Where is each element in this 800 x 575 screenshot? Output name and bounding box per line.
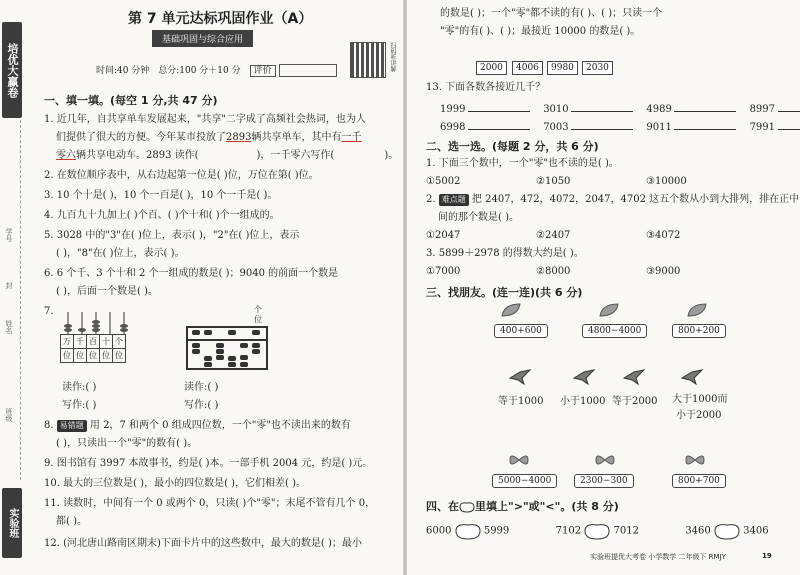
option[interactable]: ②2407 bbox=[536, 230, 571, 241]
q8-number: 8. bbox=[44, 420, 54, 431]
abacus-figure bbox=[186, 326, 268, 370]
question-1-line-3 bbox=[56, 148, 398, 164]
match-label: 大于1000而 bbox=[672, 394, 728, 405]
approx-value: 7991 bbox=[749, 122, 776, 133]
section-3-heading: 三、找朋友。(连一连)(共 6 分) bbox=[426, 286, 583, 299]
question-11-line-1: 11. 读数时，中间有一个 0 或两个 0，只读( )个"零"；末尾不管有几个 0， bbox=[44, 498, 376, 509]
error-prone-tag: 易错题 bbox=[57, 420, 87, 432]
expression-card[interactable]: 400+600 bbox=[494, 324, 548, 338]
bird-icon bbox=[572, 368, 596, 386]
eval-label: 评价 bbox=[250, 65, 276, 77]
side-field-name: 姓名 bbox=[5, 320, 13, 334]
q7-write-left: 写作:( ) bbox=[62, 400, 97, 411]
compare-right: 7012 bbox=[613, 525, 639, 537]
section-1-heading: 一、填一填。(每空 1 分,共 47 分) bbox=[44, 94, 218, 107]
place-suffix: 位 bbox=[87, 349, 100, 363]
q1-text-d: 零六 bbox=[56, 150, 76, 161]
page-gutter bbox=[403, 0, 407, 575]
compare-left: 7102 bbox=[555, 525, 582, 537]
q1-text-c: 一千 bbox=[341, 132, 362, 143]
q7-write-right: 写作:( ) bbox=[184, 400, 219, 411]
q1-text-g: )。 bbox=[384, 150, 399, 161]
number-card: 2000 bbox=[476, 61, 507, 75]
question-2: 2. 在数位顺序表中，从右边起第一位是( )位，万位在第( )位。 bbox=[44, 170, 319, 181]
approx-value: 8997 bbox=[749, 104, 776, 115]
q7-read-right: 读作:( ) bbox=[184, 382, 219, 393]
leaf-icon bbox=[500, 302, 522, 318]
option[interactable]: ②8000 bbox=[536, 266, 571, 277]
peach-answer-box[interactable] bbox=[455, 522, 481, 540]
question-7-number: 7. bbox=[44, 306, 54, 317]
question-12-line-1: 12. (河北唐山路南区期末)下面卡片中的这些数中，最大的数是( )；最小 bbox=[44, 538, 362, 549]
q12-continued-line-1: 的数是( )；一个"零"都不读的有( )、( )；只读一个 bbox=[440, 8, 663, 19]
expression-card[interactable]: 2300−300 bbox=[574, 474, 634, 488]
answer-blank[interactable] bbox=[571, 118, 633, 130]
question-13: 13. 下面各数各接近几千？ bbox=[426, 82, 546, 93]
option[interactable]: ③10000 bbox=[646, 176, 687, 187]
approx-value: 3010 bbox=[543, 104, 569, 115]
question-4: 4. 九百九十九加上( )个百、( )个十和( )个一组成的。 bbox=[44, 210, 280, 221]
peach-answer-box[interactable] bbox=[714, 522, 740, 540]
question-5-line-2: ( )，"8"在( )位上，表示( )。 bbox=[56, 248, 185, 259]
answer-blank[interactable] bbox=[674, 118, 736, 130]
place-bai: 百 bbox=[87, 335, 100, 349]
option[interactable]: ①7000 bbox=[426, 266, 461, 277]
option[interactable]: ②1050 bbox=[536, 176, 571, 187]
section-4-text-b: 里填上">"或"<"。(共 8 分) bbox=[475, 500, 619, 513]
total-score: 总分:100 分＋10 分 bbox=[158, 66, 241, 76]
q1-text-a: 们提供了很大的方便。今年某市投放了 bbox=[56, 132, 226, 143]
number-card: 2030 bbox=[582, 61, 613, 75]
bird-icon bbox=[508, 368, 532, 386]
option[interactable]: ③4072 bbox=[646, 230, 681, 241]
butterfly-icon bbox=[508, 452, 530, 468]
question-1-line-1: 1. 近几年，自共享单车发展起来，"共享"二字成了高频社会热词，也为人 bbox=[44, 114, 366, 125]
place-suffix: 位 bbox=[74, 349, 87, 363]
place-suffix: 位 bbox=[113, 349, 126, 363]
bird-icon bbox=[680, 368, 704, 386]
q12-continued-line-2: "零"的有( )、( )；最接近 10000 的数是( )。 bbox=[440, 26, 641, 37]
place-value-table bbox=[60, 334, 126, 363]
question-5-line-1: 5. 3028 中的"3"在( )位上，表示( )，"2"在( )位上，表示 bbox=[44, 230, 300, 241]
side-field-bind: 封 bbox=[5, 282, 13, 289]
compare-row bbox=[426, 522, 769, 540]
s2-q2-options bbox=[426, 228, 680, 244]
time-limit: 时间:40 分钟 bbox=[96, 66, 150, 76]
q8-text: 用 2，7 和两个 0 组成四位数，一个"零"也不读出来的数有 bbox=[89, 420, 351, 431]
approx-value: 9011 bbox=[646, 122, 672, 133]
leaf-icon bbox=[598, 302, 620, 318]
answer-blank[interactable] bbox=[571, 100, 633, 112]
section-4-heading bbox=[426, 498, 619, 514]
question-8-line-2: ( )，只读出一个"零"的数有( )。 bbox=[56, 438, 198, 449]
s2q2-number: 2. bbox=[426, 194, 436, 205]
footer-text: 实验班提优大考卷 小学数学 二年级下 RMJY bbox=[590, 553, 726, 561]
expression-card[interactable]: 5000−4000 bbox=[492, 474, 557, 488]
section-4-text-a: 四、在 bbox=[426, 500, 459, 513]
side-field-student-no: 学号 bbox=[5, 228, 13, 242]
expression-card[interactable]: 800+700 bbox=[672, 474, 726, 488]
counting-rods-figure bbox=[60, 308, 140, 334]
side-brand-bottom: 实验班 bbox=[2, 488, 22, 558]
answer-blank[interactable] bbox=[778, 118, 800, 130]
butterfly-icon bbox=[684, 452, 706, 468]
s2-question-1: 1. 下面三个数中，一个"零"也不读的是( )。 bbox=[426, 158, 619, 169]
question-6-line-2: ( )，后面一个数是( )。 bbox=[56, 286, 158, 297]
place-suffix: 位 bbox=[100, 349, 113, 363]
answer-blank[interactable] bbox=[468, 100, 530, 112]
place-wan: 万 bbox=[61, 335, 74, 349]
abacus-ones-label-2: 位 bbox=[254, 315, 262, 324]
page-title: 第 7 单元达标巩固作业（A） bbox=[128, 11, 313, 27]
match-label: 小于2000 bbox=[676, 410, 722, 421]
question-6-line-1: 6. 6 个千、3 个十和 2 个一组成的数是( )；9040 的前面一个数是 bbox=[44, 268, 339, 279]
answer-blank[interactable] bbox=[674, 100, 736, 112]
s2-question-2-line-2: 间的那个数是( )。 bbox=[438, 212, 519, 223]
peach-icon bbox=[459, 501, 475, 513]
approx-value: 1999 bbox=[440, 104, 466, 115]
approx-row-1 bbox=[440, 100, 800, 118]
s2-q3-options bbox=[426, 264, 680, 280]
eval-box[interactable] bbox=[279, 64, 337, 77]
question-3: 3. 10 个十是( )，10 个一百是( )，10 个一千是( )。 bbox=[44, 190, 278, 201]
peach-answer-box[interactable] bbox=[584, 522, 610, 540]
question-11-line-2: 都( )。 bbox=[56, 516, 87, 527]
s2q2-text: 把 2407，472，4072，2047，4702 这五个数从小到大排列，排在正中 bbox=[471, 194, 800, 205]
s2-question-3: 3. 5899＋2978 的得数大约是( )。 bbox=[426, 248, 584, 259]
number-card: 4006 bbox=[512, 61, 543, 75]
side-strip bbox=[0, 0, 26, 575]
compare-left: 6000 bbox=[426, 525, 452, 537]
option[interactable]: ①5002 bbox=[426, 176, 461, 187]
option[interactable]: ①2047 bbox=[426, 230, 461, 241]
q1-number: 2893 bbox=[226, 132, 252, 143]
q7-read-left: 读作:( ) bbox=[62, 382, 97, 393]
answer-blank[interactable] bbox=[468, 118, 530, 130]
approx-value: 6998 bbox=[440, 122, 466, 133]
abacus-ones-label: 个 bbox=[254, 305, 262, 314]
page-number: 19 bbox=[762, 552, 772, 560]
exam-meta bbox=[96, 63, 337, 77]
place-shi: 十 bbox=[100, 335, 113, 349]
s2-question-2-line-1 bbox=[426, 192, 799, 208]
leaf-icon bbox=[686, 302, 708, 318]
question-9: 9. 图书馆有 3997 本故事书，约是( )本。一部手机 2004 元，约是( )元。 bbox=[44, 458, 373, 469]
cut-line bbox=[20, 120, 21, 480]
bird-icon bbox=[622, 368, 646, 386]
butterfly-icon bbox=[594, 452, 616, 468]
approx-row-2 bbox=[440, 118, 800, 136]
side-brand-label: 培优大赢卷 bbox=[2, 22, 22, 118]
place-suffix: 位 bbox=[61, 349, 74, 363]
s2-q1-options bbox=[426, 174, 687, 190]
match-label: 等于2000 bbox=[612, 396, 658, 407]
qr-label: 扫码听讲解 bbox=[389, 42, 396, 72]
side-field-class: 班级 bbox=[5, 408, 13, 422]
section-2-heading: 二、选一选。(每题 2 分，共 6 分) bbox=[426, 140, 599, 153]
approx-value: 7003 bbox=[543, 122, 569, 133]
q1-text-e: 辆共享电动车。2893 读作( bbox=[76, 150, 199, 161]
difficult-tag: 难点题 bbox=[439, 194, 469, 206]
place-qian: 千 bbox=[74, 335, 87, 349]
compare-right: 3406 bbox=[743, 525, 769, 537]
q1-text-f: )，一千零六写作( bbox=[256, 150, 335, 161]
answer-blank[interactable] bbox=[778, 100, 800, 112]
match-label: 小于1000 bbox=[560, 396, 606, 407]
question-1-line-2 bbox=[56, 130, 361, 146]
place-ge: 个 bbox=[113, 335, 126, 349]
compare-left: 3460 bbox=[685, 525, 711, 537]
approx-value: 4989 bbox=[646, 104, 672, 115]
page-subtitle: 基础巩固与综合应用 bbox=[152, 30, 253, 47]
question-8-line-1 bbox=[44, 418, 351, 434]
match-label: 等于1000 bbox=[498, 396, 544, 407]
question-10: 10. 最大的三位数是( )，最小的四位数是( )，它们相差( )。 bbox=[44, 478, 307, 489]
q1-text-b: 辆共享单车，其中有 bbox=[251, 132, 342, 143]
option[interactable]: ③9000 bbox=[646, 266, 681, 277]
expression-card[interactable]: 800+200 bbox=[672, 324, 726, 338]
number-card: 9980 bbox=[547, 61, 578, 75]
compare-right: 5999 bbox=[483, 525, 510, 537]
qr-code-icon[interactable] bbox=[350, 42, 386, 78]
expression-card[interactable]: 4800−4000 bbox=[582, 324, 647, 338]
